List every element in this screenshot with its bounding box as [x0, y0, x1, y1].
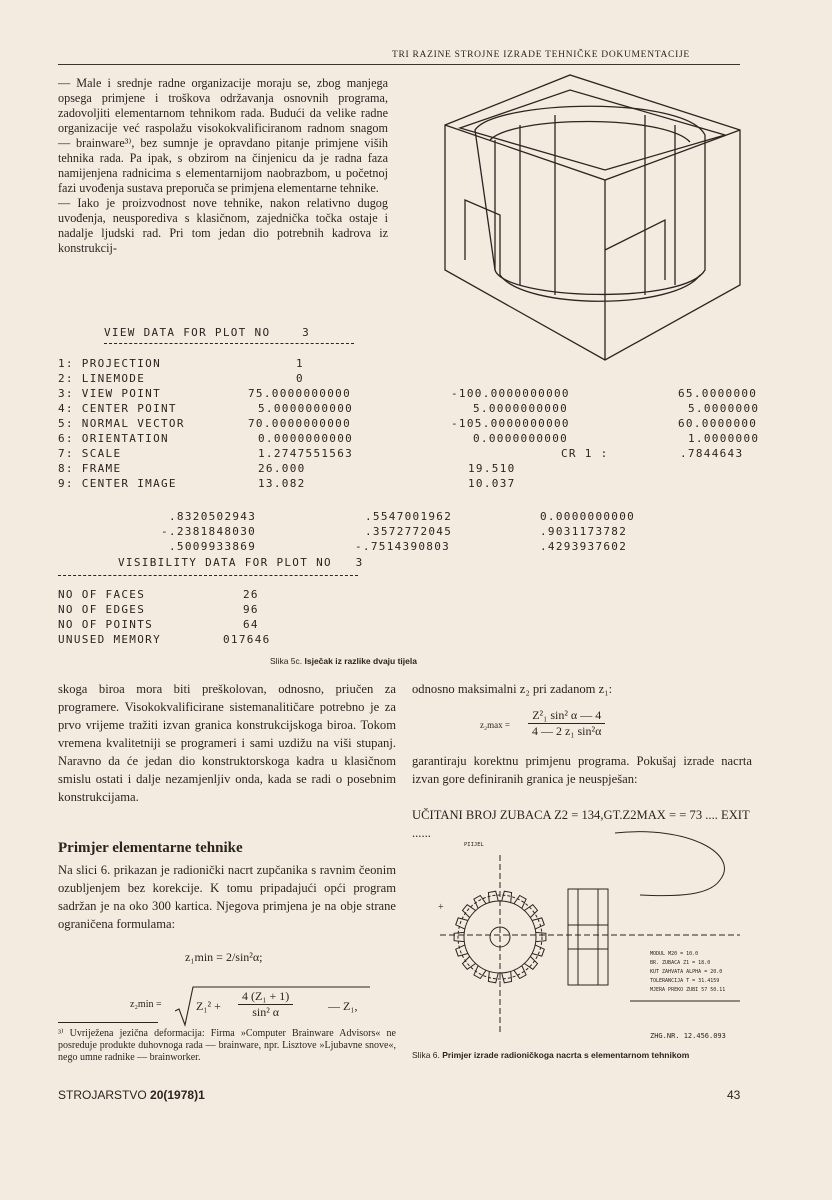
- journal-footer: [58, 1088, 205, 1102]
- footnote-rule: [58, 1022, 158, 1023]
- view-data-table: [58, 357, 758, 497]
- top-edges: [445, 125, 740, 180]
- row-label: 9: CENTER IMAGE: [58, 477, 177, 490]
- gear-tooth: [454, 932, 464, 941]
- caption-text: Primjer izrade radioničkoga nacrta s elementarnom tehnikom: [442, 1050, 690, 1060]
- intro-text: [58, 76, 388, 256]
- row-label: 5: NORMAL VECTOR: [58, 417, 185, 430]
- caption-text: Isječak iz razlike dvaju tijela: [304, 656, 417, 666]
- paragraph-4: Na slici 6. prikazan je radionički nacrt zupčanika s ravnim čeonim ozubljenjem bez korekcije. K tomu pripadajući opći program sadržan je na oko 300 kartica. Njegova primjena je na obje strane ograničena formulama:: [58, 863, 396, 931]
- row-value: 70.0000000000: [248, 417, 351, 430]
- journal-name: STROJARSTVO: [58, 1088, 147, 1102]
- visibility-data-title: VISIBILITY DATA FOR PLOT NO 3: [118, 556, 364, 569]
- eq3-numerator: Z²₁ sin² α — 4: [528, 708, 605, 724]
- paragraph-2: — Iako je proizvodnost nove tehnike, nakon relativno dugog uvođenja, neusporediva s klasičnom, zajednička točka ostaje i nadalje ljudski rad. Pri tom jedan dio potrebnih kadrova iz konstrukcij-: [58, 196, 388, 255]
- row-value-3: 65.0000000: [678, 387, 758, 400]
- matrix-cell: 0.0000000000: [540, 510, 636, 523]
- param-row: MODUL M20 = 10.0: [650, 951, 699, 957]
- row-label: 2: LINEMODE: [58, 372, 146, 385]
- cavity-rim: [460, 90, 725, 170]
- caption-number: Slika 6.: [412, 1050, 440, 1060]
- gear-tooth: [474, 966, 486, 979]
- row-value: 0.0000000000: [258, 432, 354, 445]
- row-value: 13.082: [258, 477, 306, 490]
- visibility-data-table: [58, 588, 298, 648]
- equation-3: [480, 706, 700, 746]
- gear-tooth: [514, 966, 526, 979]
- footnote: ³⁾ Uvriježena jezična deformacija: Firma »Computer Brainware Advisors« ne posreduje produkte duhovnoga rada — brainware, npr. Lisztove »Ljubavne snove«, nego umne radnike — brainworker.: [58, 1028, 396, 1063]
- vis-label: NO OF FACES: [58, 588, 146, 601]
- row-label: 1: PROJECTION: [58, 357, 161, 370]
- equation-2: [130, 985, 390, 1030]
- eq2-tail: — Z₁,: [328, 999, 358, 1013]
- drawing-number: ZHG.NR. 12.456.093: [650, 1032, 726, 1040]
- sketch-curve: [615, 832, 724, 896]
- equation-1: z₁min = 2/sin²α;: [185, 950, 263, 964]
- gear-tooth: [524, 905, 537, 918]
- matrix-cell: .5009933869: [169, 540, 257, 553]
- paragraph-1: — Male i srednje radne organizacije moraju se, zbog manjega opsega primjene i troškova održavanja osnovnih programa, zadovoljiti elementarnom tehnikom rada. Budući da velike radne organizacije već raspolažu visokokvalificiranom radnom snagom — brainware³⁾, bez sumnje je opravdano pitanje primjene viših tehnika rada. Pa ipak, s obzirom na činjenicu da je radna faza namijenjena radnicima s elementarnijom naobrazbom, u početnoj fazi uvođenja sustava preporuča se primjena elementarne tehnike.: [58, 76, 388, 195]
- matrix-cell: -.7514390803: [355, 540, 451, 553]
- row-value-3: 5.0000000: [688, 402, 760, 415]
- gear-parameter-table: [650, 950, 750, 995]
- paragraph-3: skoga biroa mora biti preškolovan, odnosno, priučen za programere. Visokokvalificirane sistemanalitičare potrebno je za prvo vrijeme tražiti izvan granica konstrukcijskoga biroa. Tokom vremena kvalitetniji se programeri i sami uzdižu na viši stupanj. Naravno da će jedan dio konstruktorskoga kadra u klasičnom smislu ostati i dalje nezamjenljiv onda, kada se radi o posebnim konstrukcijama.: [58, 682, 396, 804]
- row-value-2: 0.0000000000: [473, 432, 569, 445]
- header-rule: [58, 64, 740, 65]
- row-label: 3: VIEW POINT: [58, 387, 161, 400]
- view-data-title: VIEW DATA FOR PLOT NO 3: [104, 326, 310, 339]
- row-value-2: -100.0000000000: [451, 387, 570, 400]
- row-value-3: .7844643: [680, 447, 744, 460]
- row-value-3: 1.0000000: [688, 432, 760, 445]
- journal-volume: 20(1978)1: [150, 1088, 205, 1102]
- paragraph-5: odnosno maksimalni z₂ pri zadanom z₁:: [412, 682, 613, 696]
- gear-tooth: [536, 932, 546, 941]
- matrix-cell: .9031173782: [540, 525, 628, 538]
- paragraph-6: garantiraju korektnu primjenu programa. Pokušaj izrade nacrta izvan gore definiranih granica je neuspješan:: [412, 754, 752, 786]
- param-row: TOLERANCIJA T = 31.4159: [650, 978, 720, 984]
- gear-tooth: [463, 905, 476, 918]
- row-value-2: 19.510: [468, 462, 516, 475]
- eq3-fraction: [528, 708, 605, 739]
- row-value-3: 60.0000000: [678, 417, 758, 430]
- rotation-matrix: [161, 510, 685, 555]
- eq3-denominator: 4 — 2 z₁ sin²α: [532, 724, 602, 738]
- gear-tooth: [463, 956, 476, 969]
- gear-section: [568, 889, 608, 985]
- caption-number: Slika 5c.: [270, 656, 303, 666]
- vis-value: 26: [243, 588, 259, 601]
- param-row: BR. ZUBACA Z1 = 18.0: [650, 960, 711, 966]
- row-value: 1: [296, 357, 304, 370]
- row-value: 5.0000000000: [258, 402, 354, 415]
- vis-value: 64: [243, 618, 259, 631]
- eq2-denominator: sin² α: [252, 1005, 280, 1019]
- vis-label: NO OF POINTS: [58, 618, 154, 631]
- matrix-cell: -.2381848030: [161, 525, 257, 538]
- row-value: 75.0000000000: [248, 387, 351, 400]
- vis-value: 96: [243, 603, 259, 616]
- plus-mark: +: [438, 902, 444, 913]
- gear-drawing: [410, 825, 750, 1050]
- gear-tooth: [474, 896, 486, 909]
- cylindrical-cavity: [475, 106, 705, 294]
- dashed-rule: [104, 343, 354, 344]
- row-label: 4: CENTER POINT: [58, 402, 177, 415]
- running-header: TRI RAZINE STROJNE IZRADE TEHNIČKE DOKUMENTACIJE: [392, 50, 690, 60]
- eq2-lhs: z₂min =: [130, 999, 162, 1010]
- row-value: 1.2747551563: [258, 447, 354, 460]
- isometric-solid-figure: [405, 70, 745, 380]
- matrix-cell: .5547001962: [365, 510, 453, 523]
- section-heading: Primjer elementarne tehnike: [58, 840, 243, 856]
- gear-tooth: [524, 956, 537, 969]
- eq2-fraction: [238, 989, 293, 1020]
- row-label: 7: SCALE: [58, 447, 122, 460]
- right-step: [605, 220, 665, 280]
- gear-tooth: [514, 896, 526, 909]
- param-row: KUT ZAHVATA ALPHA = 20.0: [650, 969, 723, 975]
- eq3-lhs: z₂max =: [480, 720, 510, 730]
- page-number: 43: [727, 1088, 741, 1102]
- row-value-2: 10.037: [468, 477, 516, 490]
- matrix-cell: .8320502943: [169, 510, 257, 523]
- row-value-2: 5.0000000000: [473, 402, 569, 415]
- eq2-inner: Z₁² +: [196, 999, 221, 1013]
- vis-label: UNUSED MEMORY: [58, 633, 161, 646]
- matrix-cell: .3572772045: [365, 525, 453, 538]
- row-value-2: -105.0000000000: [451, 417, 570, 430]
- row-label: 6: ORIENTATION: [58, 432, 169, 445]
- row-value: 0: [296, 372, 304, 385]
- figure-6-caption: [412, 1050, 752, 1060]
- matrix-cell: .4293937602: [540, 540, 628, 553]
- figure-5c-caption: [270, 656, 417, 666]
- row-value-2: CR 1 :: [561, 447, 609, 460]
- error-message: UČITANI BROJ ZUBACA Z2 = 134,GT.Z2MAX = = 73 .... EXIT ......: [412, 808, 750, 840]
- vis-value: 017646: [223, 633, 271, 646]
- vis-label: NO OF EDGES: [58, 603, 146, 616]
- dashed-rule: [58, 575, 358, 576]
- row-value: 26.000: [258, 462, 306, 475]
- param-row: MJERA PREKO ZUBI 57 50.11: [650, 987, 726, 993]
- row-label: 8: FRAME: [58, 462, 122, 475]
- eq2-numerator: 4 (Z₁ + 1): [238, 989, 293, 1005]
- fig6-label: PIIJEL: [464, 842, 484, 848]
